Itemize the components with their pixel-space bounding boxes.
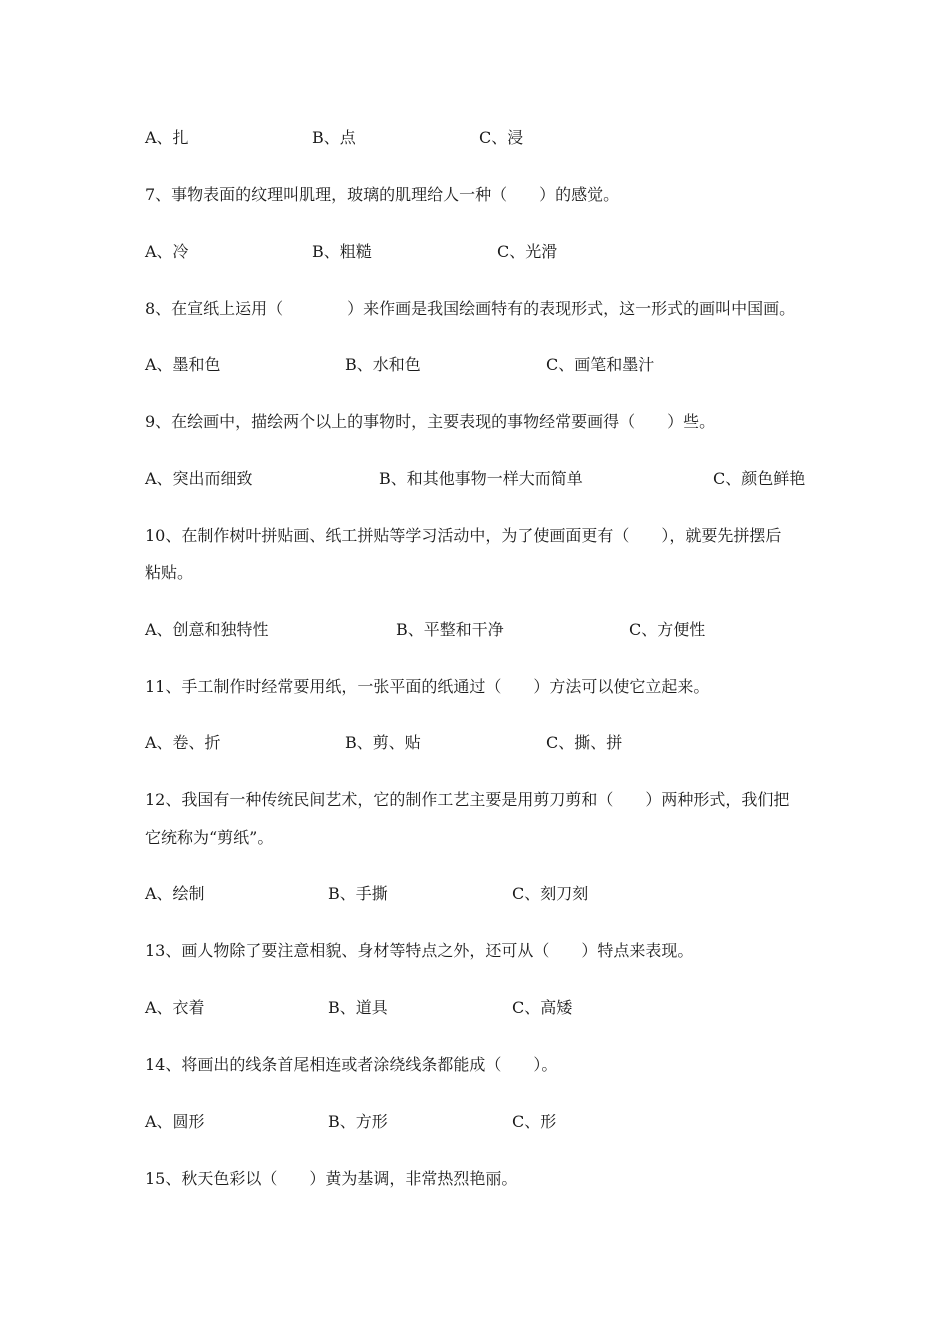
q12-option-a: A、绘制 bbox=[145, 884, 205, 903]
q13-option-b: B、道具 bbox=[328, 998, 388, 1017]
q8-option-c: C、画笔和墨汁 bbox=[546, 355, 655, 374]
q14-question: 14、将画出的线条首尾相连或者涂绕线条都能成（ ）。 bbox=[145, 1055, 558, 1074]
q6-option-b: B、点 bbox=[312, 128, 356, 147]
q9-option-b: B、和其他事物一样大而简单 bbox=[379, 469, 583, 488]
q13-option-a: A、衣着 bbox=[145, 998, 205, 1017]
q8-option-b: B、水和色 bbox=[345, 355, 421, 374]
q11-option-c: C、撕、拼 bbox=[546, 733, 623, 752]
q7-option-c: C、光滑 bbox=[497, 242, 558, 261]
q10-option-b: B、平整和干净 bbox=[396, 620, 504, 639]
q13-option-c: C、高矮 bbox=[512, 998, 573, 1017]
q8-question: 8、在宣纸上运用（ ）来作画是我国绘画特有的表现形式，这一形式的画叫中国画。 bbox=[145, 299, 796, 318]
q9-option-c: C、颜色鲜艳 bbox=[713, 469, 806, 488]
q10-question-line2: 粘贴。 bbox=[145, 563, 194, 582]
q15-question: 15、秋天色彩以（ ）黄为基调，非常热烈艳丽。 bbox=[145, 1169, 518, 1188]
q9-question: 9、在绘画中，描绘两个以上的事物时，主要表现的事物经常要画得（ ）些。 bbox=[145, 412, 716, 431]
q12-option-b: B、手撕 bbox=[328, 884, 388, 903]
q9-option-a: A、突出而细致 bbox=[145, 469, 253, 488]
q11-option-b: B、剪、贴 bbox=[345, 733, 421, 752]
q10-question-line1: 10、在制作树叶拼贴画、纸工拼贴等学习活动中，为了使画面更有（ ），就要先拼摆后 bbox=[145, 526, 782, 545]
q12-option-c: C、刻刀刻 bbox=[512, 884, 589, 903]
q14-option-a: A、圆形 bbox=[145, 1112, 205, 1131]
q13-question: 13、画人物除了要注意相貌、身材等特点之外，还可从（ ）特点来表现。 bbox=[145, 941, 694, 960]
q11-question: 11、手工制作时经常要用纸，一张平面的纸通过（ ）方法可以使它立起来。 bbox=[145, 677, 710, 696]
q14-option-c: C、形 bbox=[512, 1112, 557, 1131]
q7-option-a: A、冷 bbox=[145, 242, 189, 261]
q7-option-b: B、粗糙 bbox=[312, 242, 372, 261]
q10-option-a: A、创意和独特性 bbox=[145, 620, 269, 639]
q14-option-b: B、方形 bbox=[328, 1112, 388, 1131]
q11-option-a: A、卷、折 bbox=[145, 733, 221, 752]
q7-question: 7、事物表面的纹理叫肌理，玻璃的肌理给人一种（ ）的感觉。 bbox=[145, 185, 620, 204]
q12-question-line2: 它统称为“剪纸”。 bbox=[145, 828, 274, 847]
q12-question-line1: 12、我国有一种传统民间艺术，它的制作工艺主要是用剪刀剪和（ ）两种形式，我们把 bbox=[145, 790, 790, 809]
q6-option-c: C、浸 bbox=[479, 128, 524, 147]
q6-option-a: A、扎 bbox=[145, 128, 189, 147]
q8-option-a: A、墨和色 bbox=[145, 355, 221, 374]
q10-option-c: C、方便性 bbox=[629, 620, 706, 639]
